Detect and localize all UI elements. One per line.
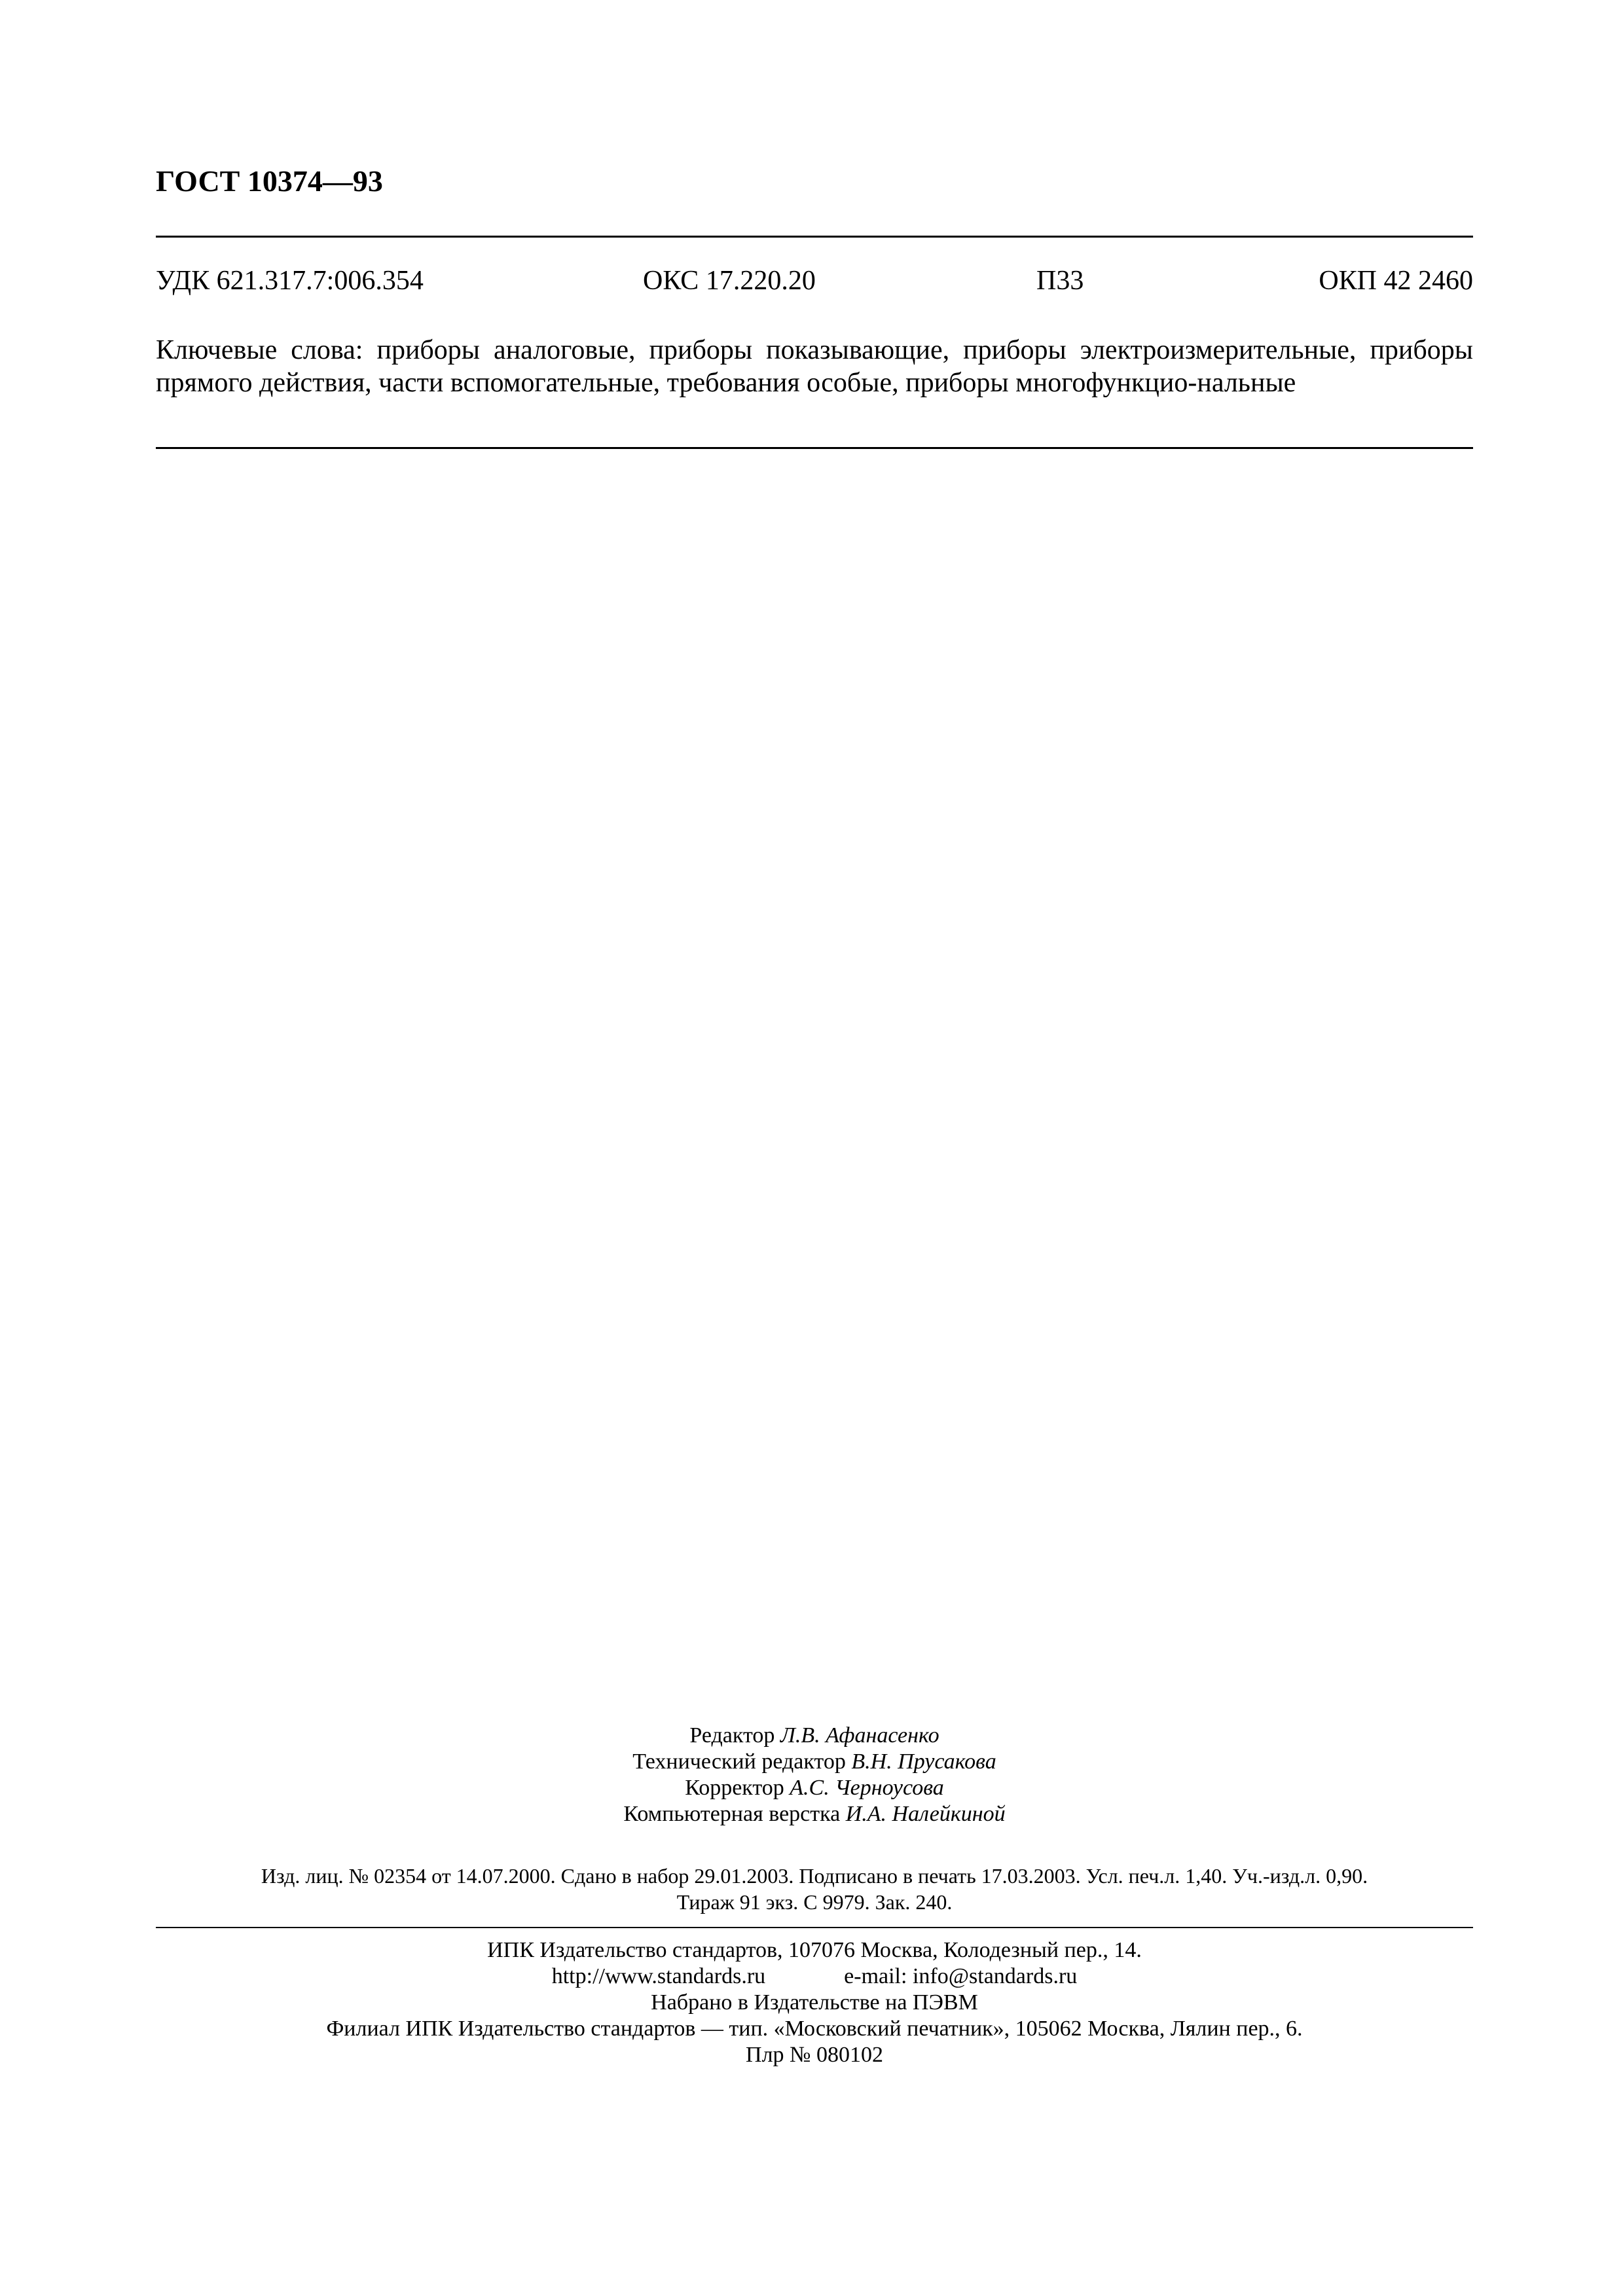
credit-name: Л.В. Афанасенко bbox=[780, 1723, 939, 1748]
credit-role: Компьютерная верстка bbox=[623, 1802, 841, 1826]
credit-name: И.А. Налейкиной bbox=[845, 1802, 1006, 1826]
credit-editor bbox=[156, 1723, 1473, 1749]
publisher-plr: Плр № 080102 bbox=[746, 2043, 883, 2067]
header-rule bbox=[156, 236, 1473, 238]
credit-layout bbox=[156, 1801, 1473, 1827]
p-code: П33 bbox=[1036, 266, 1084, 296]
credit-role: Корректор bbox=[685, 1776, 784, 1800]
publisher-rule bbox=[156, 1927, 1473, 1928]
publication-info bbox=[156, 1863, 1473, 1915]
keywords-rule bbox=[156, 447, 1473, 449]
publication-line-1: Изд. лиц. № 02354 от 14.07.2000. Сдано в набор 29.01.2003. Подписано в печать 17.03.2003. Усл. печ.л. 1,40. Уч.-изд.л. 0,90. bbox=[261, 1864, 1368, 1888]
publisher-branch: Филиал ИПК Издательство стандартов — тип. «Московский печатник», 105062 Москва, Лялин пер., 6. bbox=[326, 2017, 1303, 2041]
credit-role: Технический редактор bbox=[632, 1749, 846, 1774]
publisher-website: http://www.standards.ru bbox=[551, 1964, 766, 1988]
publisher-address: ИПК Издательство стандартов, 107076 Москва, Колодезный пер., 14. bbox=[487, 1938, 1142, 1962]
credit-name: А.С. Черноусова bbox=[790, 1776, 944, 1800]
credit-name: В.Н. Прусакова bbox=[851, 1749, 996, 1774]
oks-code: ОКС 17.220.20 bbox=[643, 266, 816, 296]
classification-row bbox=[156, 265, 1473, 304]
document-header-title: ГОСТ 10374—93 bbox=[156, 164, 383, 198]
publisher-typeset: Набрано в Издательстве на ПЭВМ bbox=[651, 1990, 978, 2015]
credit-proofreader bbox=[156, 1775, 1473, 1801]
keywords-paragraph: Ключевые слова: приборы аналоговые, приборы показывающие, приборы электроизмерительные, приборы прямого действия, части вспомогательные, требования особые, приборы многофункцио-нальные bbox=[156, 335, 1473, 398]
credit-role: Редактор bbox=[689, 1723, 775, 1748]
publisher-contacts bbox=[156, 1964, 1473, 1990]
udk-code: УДК 621.317.7:006.354 bbox=[156, 266, 424, 296]
credits-block bbox=[156, 1723, 1473, 1827]
publisher-block bbox=[156, 1937, 1473, 2068]
credit-technical-editor bbox=[156, 1749, 1473, 1775]
publication-line-2: Тираж 91 экз. С 9979. Зак. 240. bbox=[676, 1890, 953, 1914]
publisher-email: e-mail: info@standards.ru bbox=[844, 1964, 1078, 1988]
okp-code: ОКП 42 2460 bbox=[1319, 266, 1473, 296]
